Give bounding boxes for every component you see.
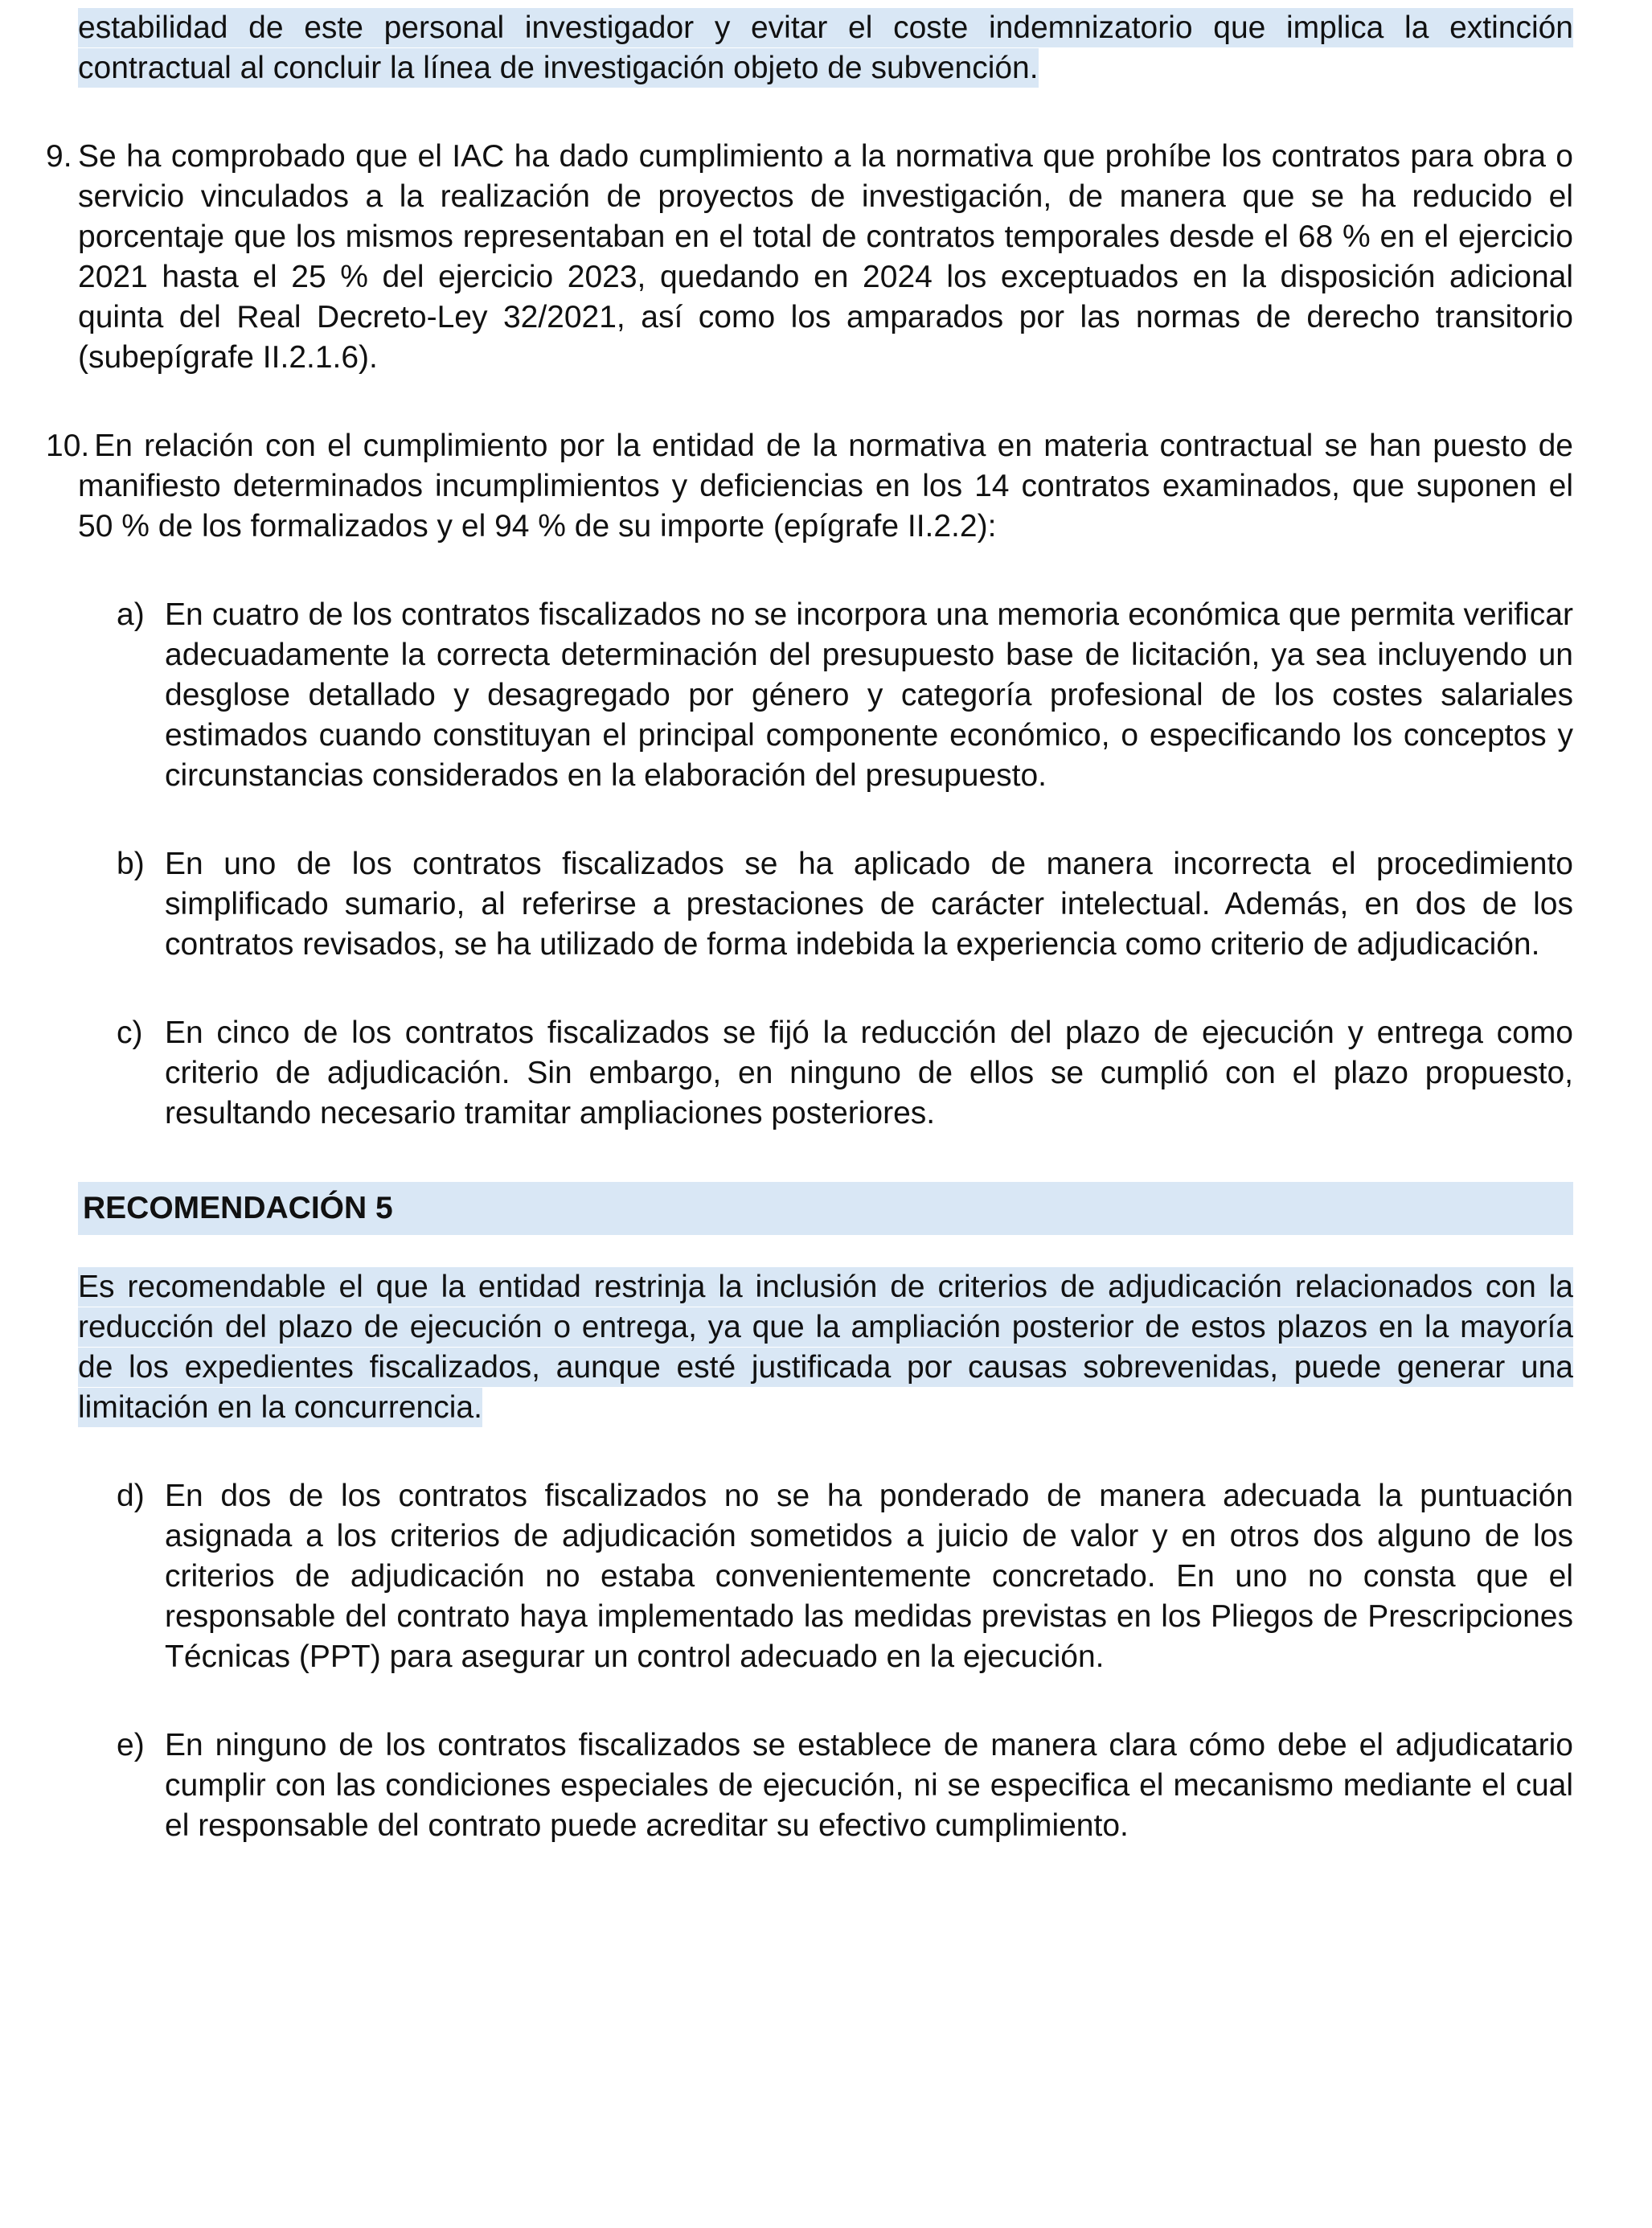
numbered-item-10 (46, 426, 1573, 547)
subitem-label: a) (117, 597, 145, 632)
recommendation-title: RECOMENDACIÓN 5 (78, 1182, 1573, 1235)
item-number: 9. (46, 139, 72, 174)
subitem-label: e) (117, 1728, 145, 1762)
subitem-text: En uno de los contratos fiscalizados se ha aplicado de manera incorrecta el procedimiento simplificado sumario, al referirse a prestaciones de carácter intelectual. Además, en dos de los contratos revisados, se ha utilizado de forma indebida la experiencia como criterio de adjudicación. (165, 847, 1573, 962)
subitem-d (117, 1476, 1573, 1677)
item-number: 10. (46, 429, 90, 463)
subitem-text: En dos de los contratos fiscalizados no se ha ponderado de manera adecuada la puntuación asignada a los criterios de adjudicación sometidos a juicio de valor y en otros dos alguno de los criterios de adjudicación no estaba convenientemente concretado. En uno no consta que el responsable del contrato haya implementado las medidas previstas en los Pliegos de Prescripciones Técnicas (PPT) para asegurar un control adecuado en la ejecución. (165, 1479, 1573, 1674)
subitem-text: En ninguno de los contratos fiscalizados se establece de manera clara cómo debe el adjudicatario cumplir con las condiciones especiales de ejecución, ni se especifica el mecanismo mediante el cual el responsable del contrato puede acreditar su efectivo cumplimiento. (165, 1728, 1573, 1843)
subitem-c (117, 1013, 1573, 1134)
subitem-a (117, 595, 1573, 796)
subitem-label: c) (117, 1016, 143, 1050)
carryover-paragraph (78, 8, 1573, 88)
subitem-label: b) (117, 847, 145, 881)
recommendation-highlighted-text: Es recomendable el que la entidad restrinja la inclusión de criterios de adjudicación relacionados con la reducción del plazo de ejecución o entrega, ya que la ampliación posterior de estos plazos en la mayoría de los expedientes fiscalizados, aunque esté justificada por causas sobrevenidas, puede generar una limitación en la concurrencia. (78, 1267, 1573, 1427)
item-text: En relación con el cumplimiento por la entidad de la normativa en materia contractual se han puesto de manifiesto determinados incumplimientos y deficiencias en los 14 contratos examinados, que suponen el 50 % de los formalizados y el 94 % de su importe (epígrafe II.2.2): (78, 429, 1573, 544)
recommendation-body (78, 1267, 1573, 1428)
subitem-text: En cuatro de los contratos fiscalizados no se incorpora una memoria económica que permita verificar adecuadamente la correcta determinación del presupuesto base de licitación, ya sea incluyendo un desglose detallado y desagregado por género y categoría profesional de los costes salariales estimados cuando constituyan el principal componente económico, o especificando los conceptos y circunstancias considerados en la elaboración del presupuesto. (165, 597, 1573, 793)
subitem-text: En cinco de los contratos fiscalizados se fijó la reducción del plazo de ejecución y entrega como criterio de adjudicación. Sin embargo, en ninguno de ellos se cumplió con el plazo propuesto, resultando necesario tramitar ampliaciones posteriores. (165, 1016, 1573, 1130)
numbered-item-9 (46, 137, 1573, 378)
subitem-e (117, 1725, 1573, 1846)
carryover-highlighted-text: estabilidad de este personal investigador y evitar el coste indemnizatorio que implica la extinción contractual al concluir la línea de investigación objeto de subvención. (78, 8, 1573, 88)
subitem-label: d) (117, 1479, 145, 1513)
subitem-b (117, 844, 1573, 965)
item-text: Se ha comprobado que el IAC ha dado cumplimiento a la normativa que prohíbe los contratos para obra o servicio vinculados a la realización de proyectos de investigación, de manera que se ha reducido el porcentaje que los mismos representaban en el total de contratos temporales desde el 68 % en el ejercicio 2021 hasta el 25 % del ejercicio 2023, quedando en 2024 los exceptuados en la disposición adicional quinta del Real Decreto-Ley 32/2021, así como los amparados por las normas de derecho transitorio (subepígrafe II.2.1.6). (78, 139, 1573, 375)
